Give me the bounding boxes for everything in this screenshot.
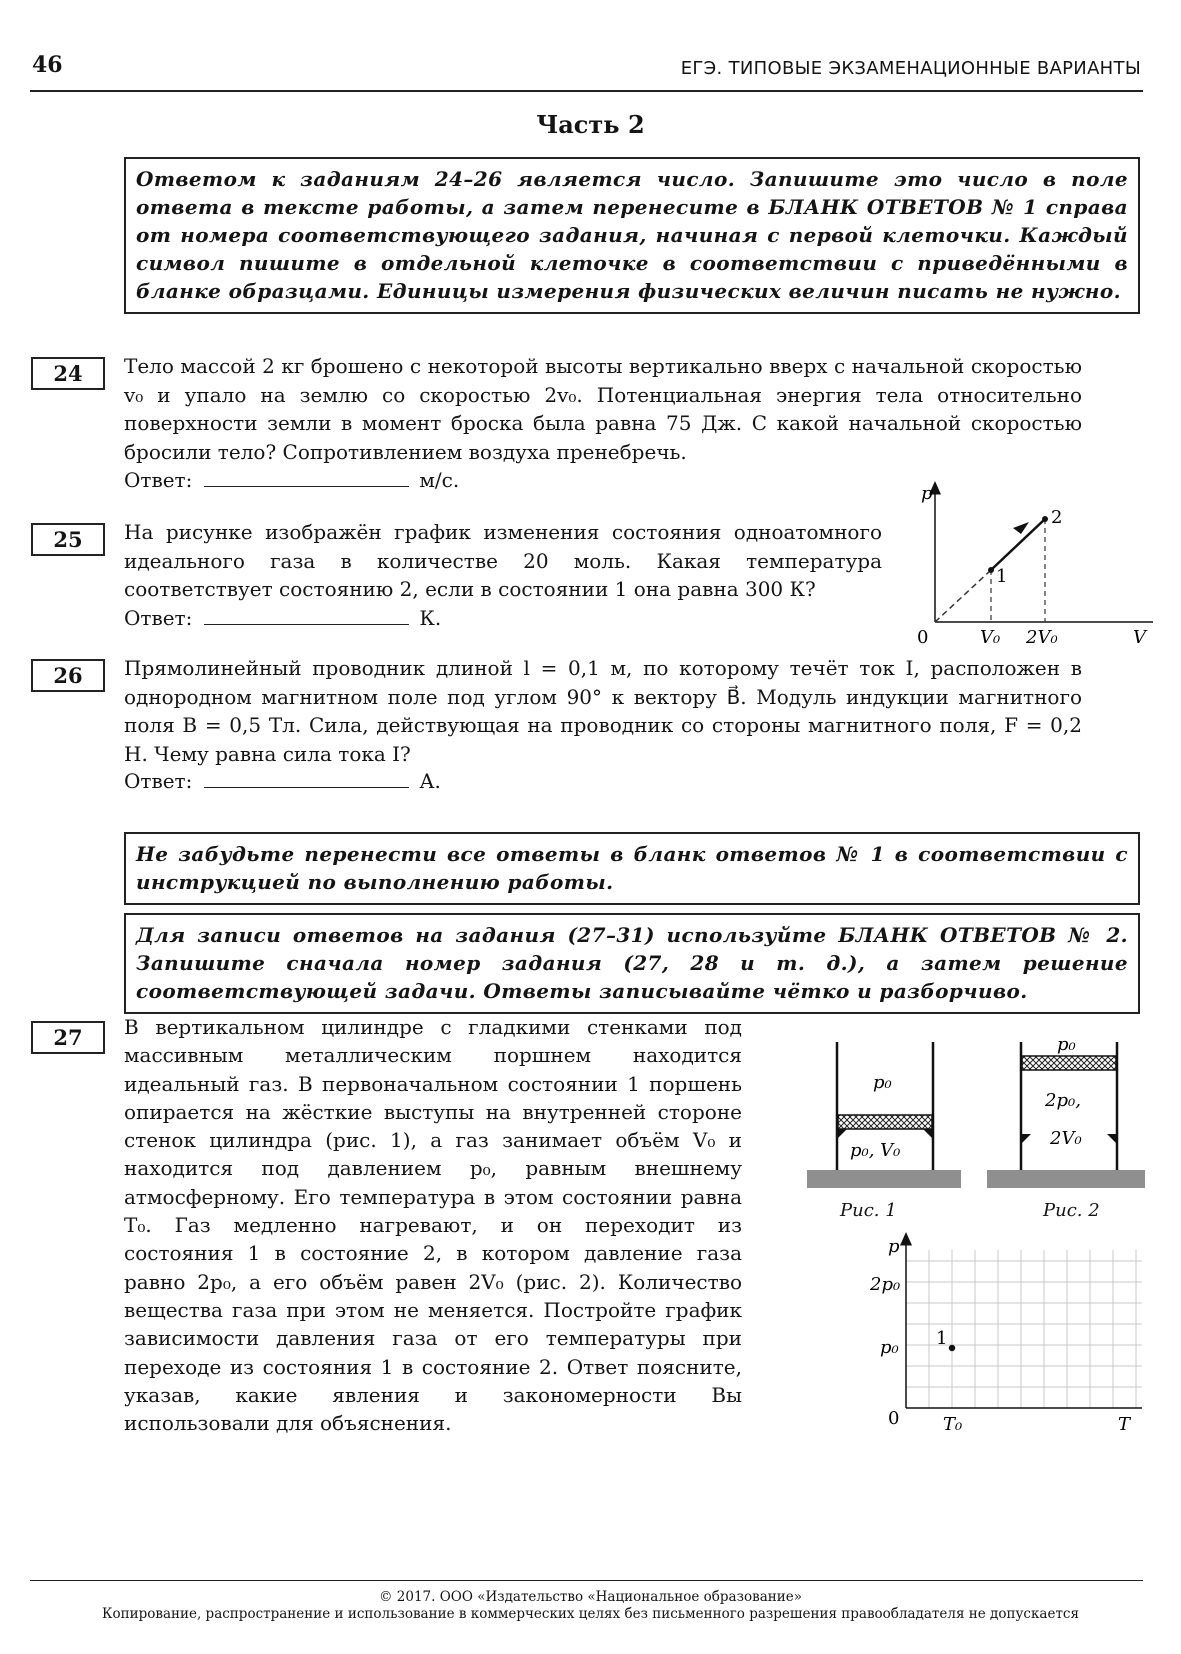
task-number-25: 25 xyxy=(31,523,105,556)
tick-v0-label: V₀ xyxy=(980,627,1001,648)
reminder-box: Не забудьте перенести все ответы в бланк ответов № 1 в соответствии с инструкцией по выполнению работы. xyxy=(124,832,1140,905)
p-axis-label: p xyxy=(921,483,933,504)
point-2-label: 2 xyxy=(1051,507,1063,528)
stop-right xyxy=(923,1129,932,1138)
tick-2v0-label: 2V₀ xyxy=(1026,627,1058,648)
page-number: 46 xyxy=(32,52,63,78)
ground-base xyxy=(807,1170,961,1188)
footer-divider xyxy=(30,1580,1143,1581)
task-27-pt-grid xyxy=(860,1230,1150,1440)
answer-label: Ответ: xyxy=(124,606,193,630)
tick-2p0-label: 2p₀ xyxy=(870,1274,901,1295)
task-number-24: 24 xyxy=(31,357,105,390)
task-number-27: 27 xyxy=(31,1021,105,1054)
piston xyxy=(1022,1056,1116,1070)
ground-base xyxy=(987,1170,1145,1188)
header-divider xyxy=(30,90,1143,92)
tick-t0-label: T₀ xyxy=(943,1414,963,1435)
tick-p0-label: p₀ xyxy=(880,1337,899,1358)
figure-1-caption: Рис. 1 xyxy=(840,1200,897,1221)
point-1-label: 1 xyxy=(996,566,1008,587)
stop-left xyxy=(1022,1134,1031,1143)
footer-notice: Копирование, распространение и использование в коммерческих целях без письменного разрешения правообладателя не допускается xyxy=(102,1606,1079,1622)
task-25-pv-graph xyxy=(905,475,1160,665)
stop-left xyxy=(838,1129,847,1138)
answer-field-24[interactable] xyxy=(204,466,409,487)
origin-label: 0 xyxy=(917,627,929,648)
task-number-26: 26 xyxy=(31,659,105,692)
origin-label: 0 xyxy=(888,1408,900,1429)
answer-unit-24: м/с. xyxy=(419,468,460,492)
running-title: ЕГЭ. ТИПОВЫЕ ЭКЗАМЕНАЦИОННЫЕ ВАРИАНТЫ xyxy=(680,58,1141,79)
fig1-outside-pressure: p₀ xyxy=(873,1072,892,1093)
task-26-text: Прямолинейный проводник длиной l = 0,1 м, по которому течёт ток I, расположен в однородном магнитном поле под углом 90° к вектору B⃗. Модуль индукции магнитного поля B = 0,5 Тл. Сила, действующая на проводник со стороны магнитного поля, F = 0,2 Н. Чему равна сила тока I? xyxy=(124,656,1082,766)
t-axis-label: T xyxy=(1118,1414,1131,1435)
stop-right xyxy=(1107,1134,1116,1143)
answer-unit-25: К. xyxy=(419,606,442,630)
state-2-point xyxy=(1042,516,1048,522)
instructions-box-27-31: Для записи ответов на задания (27–31) используйте БЛАНК ОТВЕТОВ № 2. Запишите сначала номер задания (27, 28 и т. д.), а затем решение соответствующей задачи. Ответы записывайте чётко и разборчиво. xyxy=(124,913,1140,1014)
dashed-extension xyxy=(935,570,991,622)
fig1-gas-state: p₀, V₀ xyxy=(850,1140,901,1161)
task-25-text: На рисунке изображён график изменения состояния одноатомного идеального газа в количестве 20 моль. Какая температура соответствует состоянию 2, если в состоянии 1 она равна 300 К? xyxy=(124,520,882,601)
piston xyxy=(838,1115,932,1129)
fig2-outside-pressure: p₀ xyxy=(1057,1034,1076,1055)
answer-unit-26: А. xyxy=(419,769,441,793)
state-1-point xyxy=(988,567,994,573)
p-axis-label: p xyxy=(888,1236,900,1257)
figure-2-caption: Рис. 2 xyxy=(1043,1200,1100,1221)
point-1-label: 1 xyxy=(936,1328,948,1349)
answer-label: Ответ: xyxy=(124,468,193,492)
answer-field-26[interactable] xyxy=(204,767,409,788)
figure-1-cylinder xyxy=(805,1030,965,1200)
direction-arrow-icon xyxy=(1013,522,1029,534)
v-axis-label: V xyxy=(1133,627,1146,648)
task-24-text: Тело массой 2 кг брошено с некоторой высоты вертикально вверх с начальной скоростью v₀ и упало на землю со скоростью 2v₀. Потенциальная энергия тела относительно поверхности земли в момент броска была равна 75 Дж. С какой начальной скоростью бросили тело? Сопротивлением воздуха пренебречь. xyxy=(124,354,1082,464)
answer-field-25[interactable] xyxy=(204,604,409,625)
task-27-text: В вертикальном цилиндре с гладкими стенками под массивным металлическим поршнем находится идеальный газ. В первоначальном состоянии 1 поршень опирается на жёсткие выступы на внутренней стороне стенок цилиндра (рис. 1), а газ занимает объём V₀ и находится под давлением p₀, равным внешнему атмосферному. Его температура в этом состоянии равна T₀. Газ медленно нагревают, и он переходит из состояния 1 в состояние 2, в котором давление газа равно 2p₀, а его объём равен 2V₀ (рис. 2). Количество вещества газа при этом не меняется. Постройте график зависимости давления газа от его температуры при переходе из состояния 1 в состояние 2. Ответ поясните, указав, какие явления и закономерности Вы использовали для объяснения. xyxy=(124,1015,742,1436)
part-title: Часть 2 xyxy=(536,110,645,139)
state-1-point xyxy=(949,1345,955,1351)
footer-copyright: © 2017. ООО «Издательство «Национальное образование» xyxy=(378,1589,802,1605)
task-24-answer xyxy=(124,466,459,494)
instructions-box-24-26: Ответом к заданиям 24–26 является число. Запишите это число в поле ответа в тексте работы, а затем перенесите в БЛАНК ОТВЕТОВ № 1 справа от номера соответствующего задания, начиная с первой клеточки. Каждый символ пишите в отдельной клеточке в соответствии с приведёнными в бланке образцами. Единицы измерения физических величин писать не нужно. xyxy=(124,157,1140,314)
answer-label: Ответ: xyxy=(124,769,193,793)
task-25-answer xyxy=(124,604,441,632)
fig2-gas-volume: 2V₀ xyxy=(1050,1128,1082,1149)
fig2-gas-pressure: 2p₀, xyxy=(1045,1090,1081,1111)
figure-2-cylinder xyxy=(985,1030,1150,1200)
task-26-answer xyxy=(124,767,441,795)
